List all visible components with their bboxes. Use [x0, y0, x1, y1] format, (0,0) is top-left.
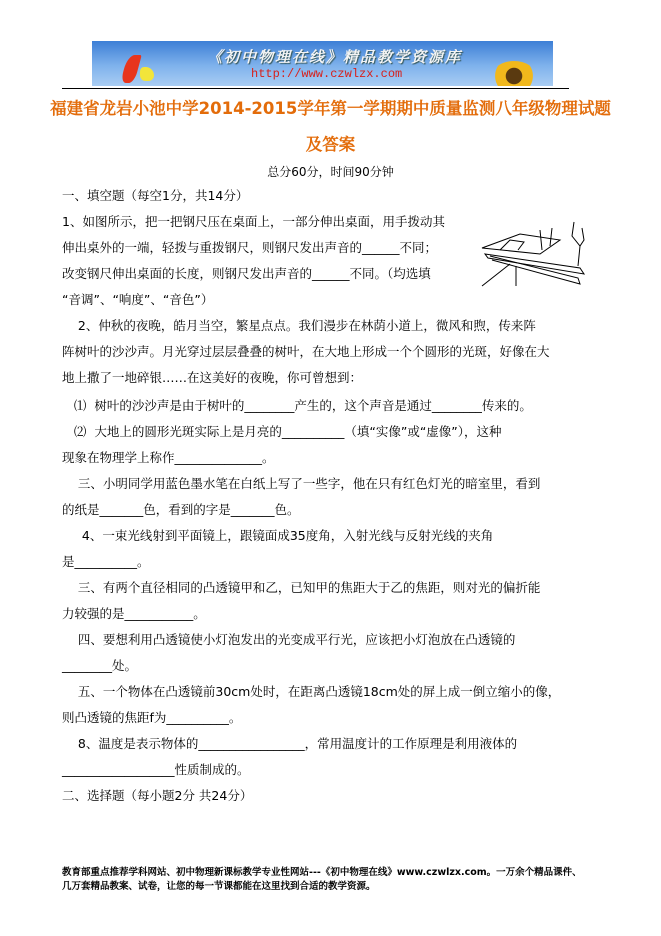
- text-line: 是__________。: [62, 554, 150, 569]
- text-line: 伸出桌外的一端，轻拨与重拨钢尺，则钢尺发出声音的______不同；: [62, 240, 438, 255]
- text-line: 2、仲秋的夜晚，皓月当空，繁星点点。我们漫步在林荫小道上，微风和煦，传来阵: [62, 318, 536, 333]
- footer-line2: 几万套精品教案、试卷，让您的每一节课都能在这里找到合适的教学资源。: [62, 881, 376, 892]
- text-line: 现象在物理学上称作______________。: [62, 450, 275, 465]
- text-line: 三、有两个直径相同的凸透镜甲和乙，已知甲的焦距大于乙的焦距，则对光的偏折能: [62, 580, 541, 595]
- text-line: 力较强的是___________。: [62, 606, 206, 621]
- ruler-on-desk-figure: [480, 220, 588, 292]
- doc-title-line1: 福建省龙岩小池中学2014-2015学年第一学期期中质量监测八年级物理试题: [50, 99, 611, 118]
- header-banner: [92, 41, 553, 86]
- text-line: 改变钢尺伸出桌面的长度，则钢尺发出声音的______不同。（均选填: [62, 266, 431, 281]
- doc-subtitle: 总分60分，时间90分钟: [267, 165, 394, 179]
- text-line: 四、要想利用凸透镜使小灯泡发出的光变成平行光，应该把小灯泡放在凸透镜的: [62, 632, 516, 647]
- text-line: __________________性质制成的。: [62, 762, 250, 777]
- logo-icon: [120, 55, 142, 83]
- text-line: 地上撒了一地碎银……在这美好的夜晚，你可曾想到：: [62, 370, 363, 385]
- sunflower-icon: [492, 61, 536, 86]
- section-heading: 二、选择题（每小题2分 共24分）: [62, 788, 253, 803]
- text-line: 1、如图所示，把一把钢尺压在桌面上，一部分伸出桌面，用手拨动其: [62, 214, 445, 229]
- text-line: 三、小明同学用蓝色墨水笔在白纸上写了一些字，他在只有红色灯光的暗室里，看到: [62, 476, 541, 491]
- text-line: 则凸透镜的焦距f为__________。: [62, 710, 242, 725]
- banner-title: 《初中物理在线》精品教学资源库: [207, 48, 463, 66]
- text-line: 阵树叶的沙沙声。月光穿过层层叠叠的树叶，在大地上形成一个个圆形的光斑，好像在大: [62, 344, 550, 359]
- section-heading: 一、填空题（每空1分，共14分）: [62, 188, 249, 203]
- text-line: ⑴ 树叶的沙沙声是由于树叶的________产生的，这个声音是通过________传来的。: [62, 398, 532, 413]
- text-line: 五、一个物体在凸透镜前30cm处时，在距离凸透镜18cm处的屏上成一倒立缩小的像，: [62, 684, 561, 699]
- text-line: 4、一束光线射到平面镜上，跟镜面成35度角，入射光线与反射光线的夹角: [62, 528, 494, 543]
- logo-icon-secondary: [140, 67, 154, 81]
- doc-title-line2: 及答案: [305, 135, 356, 154]
- text-line: ________处。: [62, 658, 138, 673]
- text-line: “音调”、“响度”、“音色”）: [62, 292, 214, 307]
- banner-url: http://www.czwlzx.com: [251, 67, 403, 81]
- text-line: 的纸是_______色，看到的字是_______色。: [62, 502, 300, 517]
- header-rule: [62, 88, 569, 89]
- footer-line1: 教育部重点推荐学科网站、初中物理新课标教学专业性网站---《初中物理在线》www.czwlzx.com。一万余个精品课件、: [62, 867, 582, 878]
- text-line: 8、温度是表示物体的_________________，常用温度计的工作原理是利用液体的: [62, 736, 518, 751]
- text-line: ⑵ 大地上的圆形光斑实际上是月亮的__________（填“实像”或“虚像”），这种: [62, 424, 502, 439]
